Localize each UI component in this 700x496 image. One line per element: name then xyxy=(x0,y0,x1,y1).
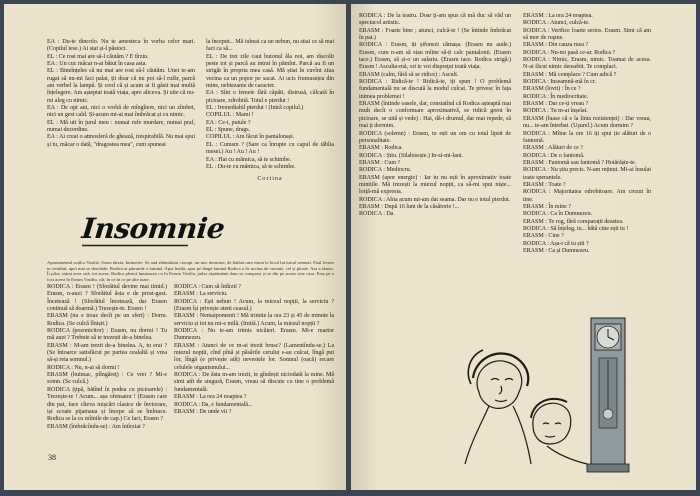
dialogue-line: RODICA : Nu, n-ai să dormi ! xyxy=(47,364,120,371)
dialogue-line: COPILUL : Mami ! xyxy=(206,112,254,119)
dialogue-line: RODICA : Erasm ! (Sforăitul devine mai timid.) Erasm, n-auzi ? Sforăitul ăsta e de prost-gust. Încetează ! (Sforăitul încetează, dar Erasm continuă să doarmă.) Trezește-te. Erasm ! xyxy=(47,284,167,313)
woman-figure xyxy=(465,350,531,464)
dialogue-line: EA : Ai creat o atmosferă de ghează, irespirabilă. Nu mai spui și tu, măcar o dată, "dragostea mea", cum spuneai xyxy=(47,134,195,148)
dialogue-line: RODICA : Nu știu precis. N-am reținut. Mi-ai însulat toate sperantele. xyxy=(523,167,651,181)
dialogue-line: ERASM : Foarte bine ; atunci, culcă-te ! (Se întinde îmbrăcat în pat.) xyxy=(359,27,511,42)
dialogue-line: RODICA : Inseamnă-mă în cr. xyxy=(523,79,596,86)
dialogue-line: RODICA : Mediocru. xyxy=(359,167,412,174)
dialogue-line: ERASM (lovit) : În ce ? xyxy=(523,86,581,93)
couple-clock-illustration xyxy=(461,314,641,484)
dialogue-line: EL : Ce rost mai are să-l căutăm ? E tîrziu. xyxy=(47,53,149,60)
dialogue-line: ERASM : Nemaipomenit ! Mă trimite la ora 23 și 45 de minute la serviciu și tot nu mi-e milă. (Imită.) Acum, la miezul nopții ? xyxy=(174,313,334,327)
dialogue-line: ERASM : După 16 luni de la căsătorie !... xyxy=(359,203,459,210)
clock-icon xyxy=(587,318,629,472)
dialogue-line: EA : Un cuc măcar n-ai bătut în casa asta. xyxy=(47,61,147,68)
dialogue-line: RODICA : De la teatru. Doar ți-am spus că mă duc să văd un spectacol artistic. xyxy=(359,13,511,27)
dialogue-line: ERASM : La ora 24 noaptea ? xyxy=(174,394,247,401)
dialogue-line: ERASM : Dar ce-ți vreau ? xyxy=(523,101,589,108)
dialogue-line: RODICA : Așa-i că tu știi ? xyxy=(523,240,589,247)
dialogue-line: ERASM (întinde oasele, dar, constatînd că Rodica așteaptă mai mult decît o conformare aproximativă, se ridică greoi în picioare, se uită și vede) : Hai, dă-i drumul, dar mai repede, să mai ți dormim. xyxy=(359,101,511,130)
dialogue-line: RODICA : Nu-mi pasă ce-ar. Rodica ? xyxy=(523,49,616,56)
dialogue-line: ERASM : Mă complace ? Cum adică ? xyxy=(523,71,617,78)
dialogue-line: ERASM : În mine ? xyxy=(523,203,571,210)
dialogue-line: RODICA : Atunci, culcă-te. xyxy=(523,20,590,27)
left-column-4 xyxy=(174,284,334,416)
dialogue-line: RODICA : Știu. (Silabisește.) In-si-mi-lant. xyxy=(359,152,463,159)
dialogue-line: RODICA (solemn) : Erasm, tu ești un om cu total lipsit de personalitate. xyxy=(359,130,511,144)
dialogue-line: RODICA : Nimic, Erasm, nimic. Toamai de aceea. N-ai făcut nimic deosebit. Te complaci. xyxy=(523,57,651,71)
dialogue-line: EL : De trei zile caut butonul ăla noi, am răscolit peste tot și parcă au intrat în pămînt. Parcă au fi un strigăt în propria mea casă. Mă știat în cuvînt ziua vecina ca un popor pe sacat. Ai ucis frumusețea din mine, nebiezanie de caracter. xyxy=(206,53,334,90)
dialogue-line: RODICA : Abia acum mi-am dat seama. Dar nu e totul pierdut. xyxy=(359,196,511,203)
dialogue-line: RODICA : În mediocritate. xyxy=(523,93,589,100)
dialogue-line: EL : Spune, drags. xyxy=(206,127,251,134)
dialogue-line: RODICA : Să înțeleg, tu... hătă cine ești tu ! xyxy=(523,225,629,232)
title-underline xyxy=(82,244,188,247)
dialogue-line: EA : Hai cu mămica, să te schimbe. xyxy=(206,156,292,163)
dialogue-line: RODICA : Mîine la ore 16 iți spui ție alături de o fantomă. xyxy=(523,130,651,144)
left-column-3 xyxy=(47,284,167,431)
left-page xyxy=(4,4,346,490)
dialogue-line: RODICA : Cum să întîrzii ? xyxy=(174,284,241,290)
dialogue-line: RODICA : Majoritatea odrobitoare. Am crezut în tine. xyxy=(523,189,651,203)
play-title: Insomnie xyxy=(80,212,227,245)
dialogue-line: ERASM : Cum ? xyxy=(359,159,401,166)
dialogue-line: RODICA : Erasm, iți șifonezi cămașa. (Erasm nu aude.) Erasm, cum n-am să stau mîine să-ți calc pantalonii. (Erasm tace.) Erasm, să și-o un salariu. (Erasm tace. Rodica strigă:) Erasm ! Asculta-mă, ori te voi dispreţui toată viața. xyxy=(359,42,511,71)
dialogue-line: COPILUL : Am făcut în pantalonași. xyxy=(206,134,295,141)
dialogue-line: RODICA : Da. xyxy=(359,211,395,218)
dialogue-line: RODICA (pozonicitor) : Erasm, nu dormi ! Tu mă auzi ? Trebuie să te trezești de-a binelea. xyxy=(47,328,167,342)
dialogue-line: RODICA : Verifice foarte serios. Erasm. Simt că am să mor de ruşine. xyxy=(523,27,651,42)
dialogue-line: la început... Mă iubeai ca un nebun, nu stiai ce să mai faci ca să... xyxy=(206,39,334,53)
man-figure xyxy=(531,399,587,464)
dialogue-line: ERASM : La ora 24 noaptea. xyxy=(523,13,593,19)
dialogue-line: ERASM : Din cauza mea ? xyxy=(523,42,589,49)
dialogue-line: ERASM (luase că e la linia rezistenței) : Dar vreau, nu... te-am întrebat. (Uşurel.) Acum dormim ? xyxy=(523,115,651,130)
dialogue-line: EA : Ce-i, puiule ? xyxy=(206,119,251,126)
dialogue-line: EA : Du-te dincolo. Nu te amesteca în vorba celor mari. (Copilul iese.) Ai stat și-l păstoci. xyxy=(47,39,195,53)
dialogue-line: ERASM : Alături de ce ? xyxy=(523,145,583,152)
dialogue-line: ERASM (buimac, plîngăreț) : Ce vrei ? Mi-e somn. (Se culcă.) xyxy=(47,372,167,386)
right-column-1 xyxy=(359,13,511,219)
dialogue-line: EL : Cumsm ? (Sare ca înrupte cu capul de tăblia mesei.) Au ! Au ! Au ! xyxy=(206,141,334,156)
dialogue-line: RODICA : Tu m-ai înșelat. xyxy=(523,108,588,115)
dialogue-line: EL : Du-te cu mămica, să te schimbe. xyxy=(206,163,296,170)
dialogue-line: EL : Bineînțeles că nu mai are rost să-l căutăm. Unei te-am rugat să nu-mi faci palat, ții doar că nu pot să-l rufăr, parcă am verbel la lampă. Și cred că și acum ai fi găsit mai multă înțelegere. Am așteptat toată viața, apre altceva. Și uite că nu-mi aleg cu nimic. xyxy=(47,68,195,104)
dialogue-line: ERASM : Ca și Dumnezeu. xyxy=(523,248,590,254)
left-column-2 xyxy=(206,39,334,184)
dialogue-line: RODICA : Nu te-am trimis nicăieri. Erasm. Mi-e martor Dumnezeu. xyxy=(174,328,334,342)
dialogue-line: EA : De opt ani, nici o vorbă de mîngîiere, nici un zîmbet, nici un gest cald. Și-acum mi-ai mai îmbrăcat și cu nimic. xyxy=(47,105,195,119)
page-number: 38 xyxy=(48,453,56,462)
left-column-1 xyxy=(47,39,195,149)
dialogue-line: RODICA : Da, e fundamentală... xyxy=(174,401,253,408)
dialogue-line: ERASM : Te rog, fără comparații deastea. xyxy=(523,218,624,225)
dialogue-line: ERASM : De unde vii ? xyxy=(174,408,232,415)
dialogue-line: ERASM : Rodica. xyxy=(359,145,403,152)
right-page xyxy=(351,4,696,490)
stage-direction: Apartamentul soților Vasilie. Seara târziu. Intimerie. Se aud zbârnâituri ciorapi, un mic dormitor, de bărbat care intrat la locul lui mical semnal. Paul frenez in vestibul, apoi mai se deschide. Rodica ai pătrunde a lumină. Apoi înaltă, apoi pe lângă lumină Rodica a fir urcăuș de cuvinte, cel și ploaie. Asa a rămas. Îi pilot, intrat acea stră, tot aceea. Rodica pleacă luminarea cu în Erasm Vasiliu, pulsa săptămână dans se comparși și se din pe aceea cine casa. Eraș pe a fost aceea în Erasm Vasiliu, cât, în ce în ce pe alte toate. xyxy=(47,260,334,282)
dialogue-line: EA : Sînt o femeie fără căpăti, distrusă, călcată în picioare, zdrobită. Totul e pierdut ! xyxy=(206,90,334,104)
dialogue-line: ERASM : Toate ? xyxy=(523,181,566,188)
dialogue-line: ERASM (apor energie) : Iar tu nu ești în aproximativ toate mintiile. Mă trezești la miezul nopții, ca să-mi spui niște... lorță-mă expresia. xyxy=(359,174,511,196)
dialogue-line: RODICA : Ridică-te ! Ridică-te, iți spun ! O problemă fundamentală nu se discută la modul culcat. Te privesc în fața inimea problemei ! xyxy=(359,79,511,100)
dialogue-line: ERASM : Fantomă sau fantomă ? Hotărăște-te. xyxy=(523,159,637,166)
dialogue-line: ERASM (nu e treaz decît pe un sfert) : Dorm. Rodica. (Se culcă lînișit.) xyxy=(47,313,167,327)
dialogue-line: ERASM (calm, fără să se ridice) : Ascult. xyxy=(359,71,459,78)
curtain-label: Cortina xyxy=(257,176,283,183)
dialogue-line: EL : Mă uit în jurul meu : numai rufe murdare, numai praf, numai dezordine. xyxy=(47,119,195,134)
dialogue-line: RODICA : De ăsta m-am trezit, te gîndești niciodată la mine. Mă simt atît de singură, Erasm, vreau să discute cu tine o problemă fundamentală. xyxy=(174,372,334,393)
right-column-2 xyxy=(523,13,651,255)
dialogue-line: ERASM : La serviciu. xyxy=(174,291,228,298)
dialogue-line: ERASM : M-am trezit de-a binelea. A, tu erai ? (Se întoarce satisfăcut pe partea cealaltă și vrea să-și reia somnul.) xyxy=(47,342,167,364)
dialogue-line: RODICA (țipă, bătînd în podea cu picioarele) : Trezește-te ! Acum... așa ofensator ! (Erasm care din pat, face cîteva mișcări clasice de înviorare, iși scoate pijamaua și începe să se îmbrace. Rodica se la cu mîinile de cap.) Ce faci, Erasm ? xyxy=(47,386,167,423)
dialogue-line: RODICA : Ești nebun ! Acum, la miezul nopții, la serviciu ? (Erasm își privește atent ceasul.) xyxy=(174,298,334,313)
dialogue-line: ERASM : Atunci de ce m-ai trezit brusc? (Lamentîndu-se.) La miezul nopții, cînd pînă și păsările cerului s-au culcat, lîngă pui lor, lîngă (e privește atît) nevestele lor. Somnul (oacă) recare celulele organismului... xyxy=(174,342,334,371)
dialogue-line: EL : Iremediabil pierdut ! (Intră copilul.) xyxy=(206,105,304,112)
dialogue-line: RODICA : De o fantomă. xyxy=(523,152,585,159)
dialogue-line: ERASM (îmbrăcîndu-se) : Am întîrziat ? xyxy=(47,423,145,430)
dialogue-line: ERASM : Cine ? xyxy=(523,233,564,240)
dialogue-line: RODICA : Ca în Dumnezeu. xyxy=(523,211,593,218)
